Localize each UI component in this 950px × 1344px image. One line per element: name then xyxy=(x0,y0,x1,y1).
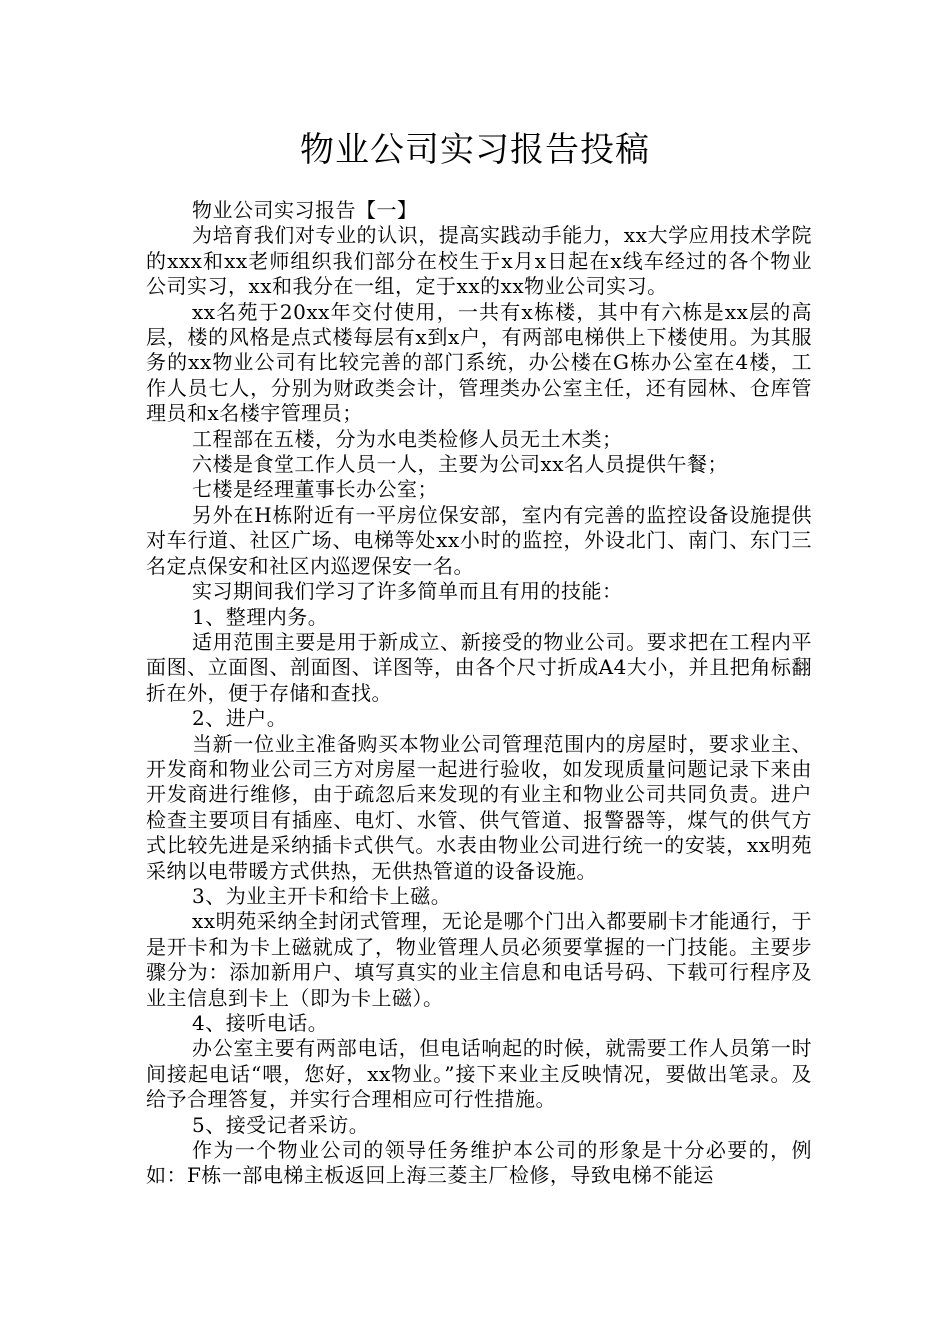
paragraph: 六楼是食堂工作人员一人，主要为公司xx名人员提供午餐； xyxy=(192,452,729,477)
section-heading: 物业公司实习报告【一】 xyxy=(192,198,418,222)
list-heading: 1、整理内务。 xyxy=(192,604,329,629)
paragraph: 七楼是经理董事长办公室； xyxy=(192,477,438,502)
paragraph: 工程部在五楼，分为水电类检修人员无土木类； xyxy=(192,426,623,451)
paragraph: 作为一个物业公司的领导任务维护本公司的形象是十分必要的，例如：F栋一部电梯主板返回上海三菱主厂检修，导致电梯不能运 xyxy=(146,1138,812,1188)
paragraph: xx名苑于20xx年交付使用，一共有x栋楼，其中有六栋是xx层的高层，楼的风格是点式楼每层有x到x户，有两部电梯供上下楼使用。为其服务的xx物业公司有比较完善的部门系统，办公楼在G栋办公室在4楼，工作人员七人，分别为财政类会计，管理类办公室主任，还有园林、仓库管理员和x名楼宇管理员； xyxy=(146,299,812,426)
list-heading: 2、进户。 xyxy=(192,706,288,731)
list-heading: 5、接受记者采访。 xyxy=(192,1112,370,1137)
paragraph: 适用范围主要是用于新成立、新接受的物业公司。要求把在工程内平面图、立面图、剖面图、详图等，由各个尺寸折成A4大小，并且把角标翻折在外，便于存储和查找。 xyxy=(146,629,812,705)
list-heading: 4、接听电话。 xyxy=(192,1011,329,1035)
paragraph: 当新一位业主准备购买本物业公司管理范围内的房屋时，要求业主、开发商和物业公司三方对房屋一起进行验收，如发现质量问题记录下来由开发商进行维修，由于疏忽后来发现的有业主和物业公司共同负责。进户检查主要项目有插座、电灯、水管、供气管道、报警器等，煤气的供气方式比较先进是采纳插卡式供气。水表由物业公司进行统一的安装，xx明苑采纳以电带暖方式供热，无供热管道的设备设施。 xyxy=(146,731,812,883)
paragraph: 实习期间我们学习了许多简单而且有用的技能： xyxy=(192,579,623,604)
paragraph: 另外在H栋附近有一平房位保安部，室内有完善的监控设备设施提供对车行道、社区广场、电梯等处xx小时的监控，外设北门、南门、东门三名定点保安和社区内巡逻保安一名。 xyxy=(146,502,812,578)
paragraph: 为培育我们对专业的认识，提高实践动手能力，xx大学应用技术学院的xxx和xx老师组织我们部分在校生于x月x日起在x线车经过的各个物业公司实习，xx和我分在一组，定于xx的xx物业公司实习。 xyxy=(146,223,812,299)
document-body xyxy=(146,198,812,1189)
list-heading: 3、为业主开卡和给卡上磁。 xyxy=(192,883,452,908)
document-title: 物业公司实习报告投稿 xyxy=(300,130,650,170)
paragraph: xx明苑采纳全封闭式管理，无论是哪个门出入都要刷卡才能通行，于是开卡和为卡上磁就成了，物业管理人员必须要掌握的一门技能。主要步骤分为：添加新用户、填写真实的业主信息和电话号码、下载可行程序及业主信息到卡上（即为卡上磁）。 xyxy=(146,909,812,1010)
paragraph: 办公室主要有两部电话，但电话响起的时候，就需要工作人员第一时间接起电话“喂，您好，xx物业。”接下来业主反映情况，要做出笔录。及给予合理答复，并实行合理相应可行性措施。 xyxy=(146,1036,812,1112)
